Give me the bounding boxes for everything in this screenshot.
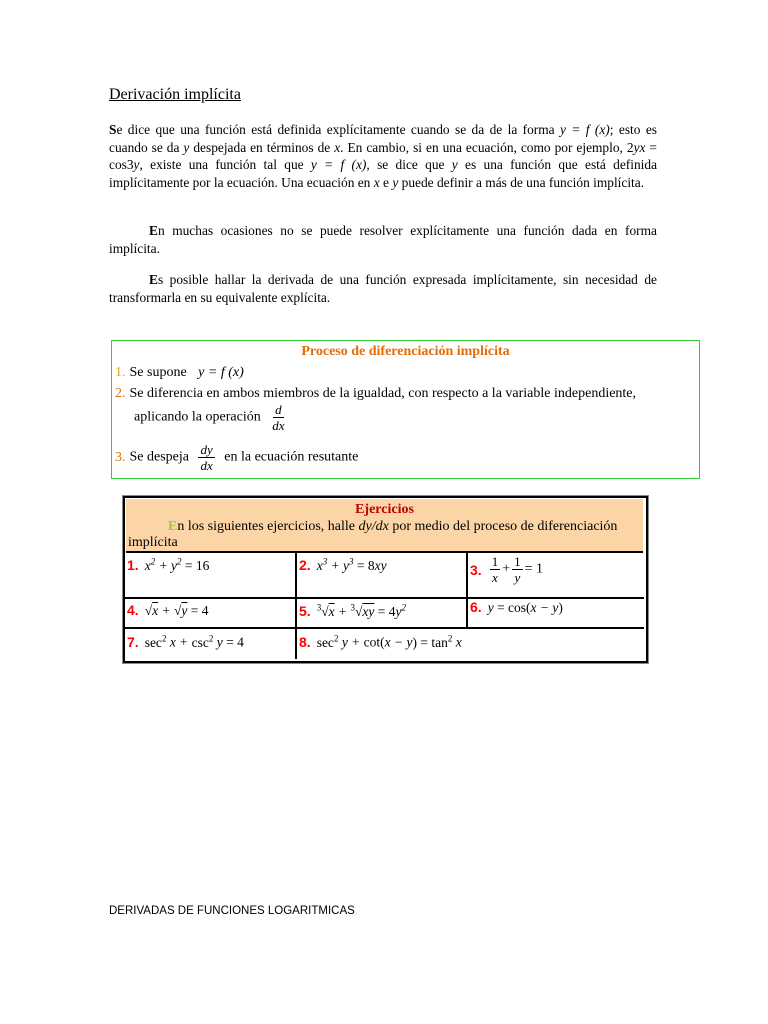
process-step-2-cont	[134, 402, 293, 433]
step-number: 2.	[115, 386, 126, 401]
exercise-number: 4.	[127, 602, 139, 618]
exercise-7	[127, 633, 244, 652]
text: , existe una función tal que	[139, 157, 311, 172]
text: n los siguientes ejercicios, halle	[177, 519, 359, 534]
exercise-number: 8.	[299, 633, 311, 650]
exercise-equation: $x^3 + y^3 = 8xy$	[316, 556, 387, 573]
text: e dice que una función está definida explícitamente cuando se da de la forma	[116, 122, 561, 137]
exercises-table	[123, 496, 648, 663]
exercise-equation: $x^2 + y^2 = 16$	[144, 556, 210, 573]
math: y	[133, 157, 140, 172]
process-title: Proceso de diferenciación implícita	[301, 344, 510, 359]
exercise-4	[127, 602, 209, 620]
fraction: $\frac{1}{x}$	[491, 554, 499, 585]
text: = cos3	[109, 139, 657, 172]
drop-letter: E	[149, 272, 158, 287]
exercise-number: 7.	[127, 633, 139, 650]
exercises-header	[126, 499, 643, 553]
text: por medio del proceso de diferenciación implícita	[128, 519, 618, 550]
exercise-equation: $\sec^2 x + \csc^2 y = 4$	[144, 633, 244, 650]
exercise-1	[127, 556, 209, 575]
fraction-d-dx	[270, 402, 286, 433]
denominator: dx	[272, 418, 285, 433]
math: dy/dx	[358, 519, 389, 534]
math: yx	[633, 139, 646, 155]
drop-letter: S	[109, 122, 117, 137]
math: x	[373, 174, 380, 190]
exercises-title: Ejercicios	[355, 502, 414, 517]
math: y = f (x)	[560, 122, 610, 137]
text: es una función que está definida implícitamente por la ecuación. Una ecuación en	[109, 157, 658, 190]
exercise-equation: √x + √y = 4	[144, 603, 209, 618]
text: ; esto es cuando se da	[109, 122, 658, 155]
exercise-number: 2.	[299, 556, 311, 573]
math: y	[392, 174, 399, 190]
exercise-8	[299, 633, 462, 652]
step-text: Se diferencia en ambos miembros de la igualdad, con respecto a la variable independiente,	[129, 386, 637, 401]
paragraph-derivative-note	[109, 271, 657, 306]
math: y = f (x)	[310, 157, 367, 172]
math: y	[451, 157, 458, 172]
exercise-number: 1.	[127, 556, 139, 573]
step-text: aplicando la operación	[134, 409, 261, 425]
step-text: Se supone	[129, 365, 187, 380]
denominator: dx	[200, 458, 213, 473]
exercise-2	[299, 556, 387, 575]
exercise-equation: $^3√x + ^3√xy = 4y^2$	[316, 602, 407, 619]
col-divider	[466, 552, 468, 627]
process-step-1	[115, 365, 244, 381]
text: s posible hallar la derivada de una función expresada implícitamente, sin necesidad de transformarla en su equivalente explícita.	[109, 272, 657, 305]
exercise-number: 5.	[299, 602, 311, 619]
drop-letter: E	[149, 223, 158, 238]
math: y	[183, 139, 190, 155]
row-divider	[125, 627, 644, 629]
step-number: 1.	[115, 365, 126, 380]
drop-letter: E	[168, 519, 178, 534]
exercises-instructions	[128, 519, 638, 551]
exercise-equation: $\sec^2 y + \cot(x - y) = \tan^2 x$	[316, 633, 462, 650]
numerator: d	[275, 402, 282, 417]
step-text: en la ecuación resutante	[224, 449, 359, 465]
fraction-dy-dx	[198, 442, 214, 473]
process-box	[111, 340, 700, 479]
row-divider	[125, 597, 644, 599]
col-divider	[295, 552, 297, 659]
text: . En cambio, si en una ecuación, como por ejemplo, 2	[340, 139, 634, 155]
step-text: Se despeja	[129, 449, 189, 465]
paragraph-implicit-note	[109, 222, 657, 257]
exercise-number: 6.	[470, 599, 482, 615]
page-footer: DERIVADAS DE FUNCIONES LOGARITMICAS	[109, 905, 355, 917]
process-step-2	[115, 386, 636, 402]
exercise-number: 3.	[470, 561, 482, 578]
fraction: $\frac{1}{y}$	[514, 554, 521, 585]
exercise-3: 3. $\frac{1}{x}$ + $\frac{1}{y}$ = 1	[470, 554, 543, 585]
exercise-equation: y = cos(x − y)	[487, 600, 563, 615]
exercise-5	[299, 602, 406, 621]
page-title: Derivación implícita	[109, 86, 241, 103]
text: e	[379, 174, 393, 190]
text: puede definir a más de una función implícita.	[398, 174, 645, 190]
process-step-3	[115, 442, 358, 473]
paragraph-explicit-definition	[109, 121, 657, 191]
math: x	[334, 139, 341, 155]
exercise-6	[470, 599, 563, 617]
numerator: dy	[200, 442, 213, 457]
step-number: 3.	[115, 449, 126, 465]
text: despejada en términos de	[189, 139, 335, 155]
text: , se dice que	[366, 157, 452, 172]
text: n muchas ocasiones no se puede resolver explícitamente una función dada en forma implícita.	[109, 223, 657, 256]
step-math: y = f (x)	[198, 365, 244, 380]
